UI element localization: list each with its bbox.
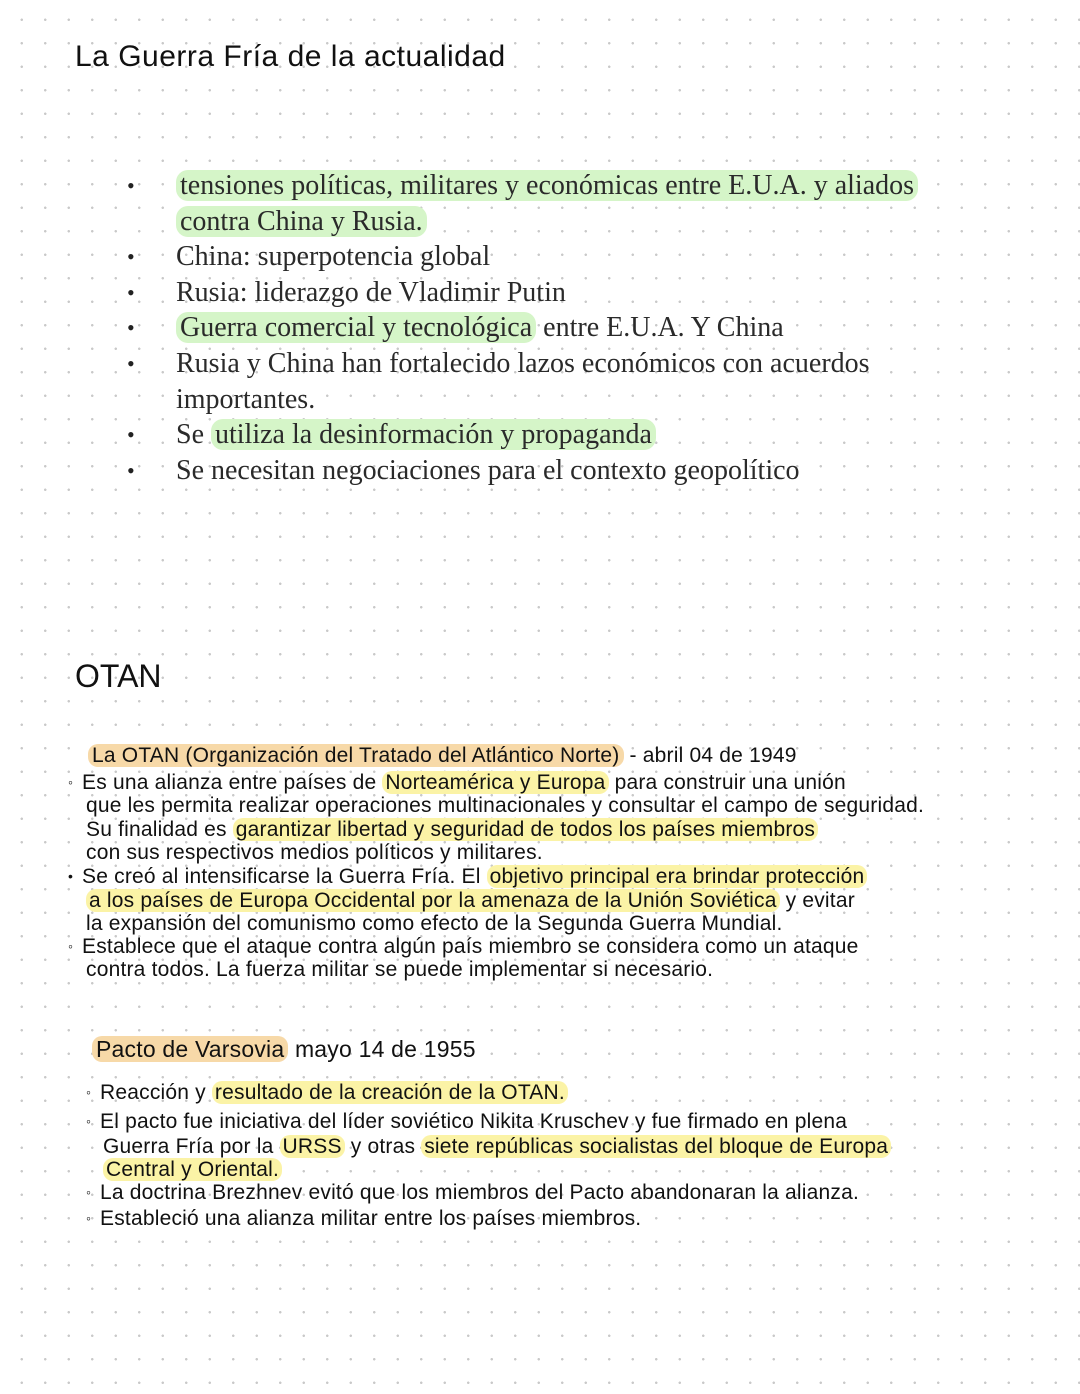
text-segment: Rusia y China han fortalecido lazos económicos con acuerdos	[176, 347, 870, 379]
otan-note-line	[68, 865, 867, 889]
highlighted-text: URSS	[280, 1135, 345, 1158]
summary-bullet-list	[133, 168, 1013, 488]
bullet-item	[133, 382, 1013, 418]
text-segment: Se creó al intensificarse la Guerra Fría. El	[82, 865, 487, 888]
highlighted-text: siete repúblicas socialistas del bloque de Europa	[421, 1135, 891, 1158]
text-segment: que les permita realizar operaciones multinacionales y consultar el campo de seguridad.	[86, 794, 925, 817]
pacto-note-line	[103, 1158, 282, 1182]
text-segment: y evitar	[779, 889, 855, 912]
pacto-note-line	[92, 1036, 476, 1063]
text-segment: Reacción y	[100, 1081, 212, 1104]
otan-note-line	[86, 841, 543, 865]
bullet-item	[133, 310, 1013, 346]
pacto-note-line	[86, 1081, 568, 1105]
text-segment: Establece que el ataque contra algún país miembro se considera como un ataque	[82, 935, 859, 958]
bullet-marker-icon: ◦	[86, 1210, 92, 1226]
text-segment: Su finalidad es	[86, 818, 233, 841]
bullet-marker-icon: •	[68, 868, 74, 884]
otan-note-line	[86, 889, 855, 913]
otan-note-line	[68, 771, 846, 795]
pacto-note-line	[86, 1110, 847, 1134]
text-segment: Se	[176, 419, 211, 451]
bullet-item	[133, 275, 1013, 311]
bullet-item	[133, 346, 1013, 382]
highlighted-text: contra China y Rusia.	[176, 206, 427, 237]
bullet-item	[133, 239, 1013, 275]
highlighted-text: Central y Oriental.	[103, 1158, 282, 1181]
text-segment: Rusia: liderazgo de Vladimir Putin	[176, 276, 566, 308]
highlighted-text: a los países de Europa Occidental por la amenaza de la Unión Soviética	[86, 889, 780, 912]
highlighted-text: utiliza la desinformación y propaganda	[211, 419, 656, 450]
text-segment: con sus respectivos medios políticos y militares.	[86, 841, 543, 864]
text-segment: la expansión del comunismo como efecto de la Segunda Guerra Mundial.	[86, 912, 783, 935]
text-segment: Se necesitan negociaciones para el contexto geopolítico	[176, 454, 800, 486]
text-segment: Es una alianza entre países de	[82, 771, 383, 794]
bullet-marker-icon: ◦	[68, 774, 74, 790]
otan-note-line	[68, 935, 859, 959]
highlighted-text: Norteamérica y Europa	[382, 771, 608, 794]
otan-note-line	[86, 818, 818, 842]
highlighted-text: objetivo principal era brindar protección	[487, 865, 868, 888]
highlighted-text: resultado de la creación de la OTAN.	[212, 1081, 568, 1104]
bullet-marker-icon: ◦	[86, 1084, 92, 1100]
pacto-note-line	[86, 1181, 859, 1205]
otan-note-line	[86, 912, 783, 936]
text-segment: - abril 04 de 1949	[623, 744, 797, 767]
bullet-item	[133, 204, 1013, 240]
otan-note-line	[88, 744, 797, 768]
pacto-note-line	[86, 1207, 641, 1231]
text-segment: para construir una unión	[608, 771, 846, 794]
highlighted-text: Pacto de Varsovia	[92, 1036, 288, 1062]
pacto-note-line	[103, 1135, 891, 1159]
text-segment: El pacto fue iniciativa del líder soviético Nikita Kruschev y fue firmado en plena	[100, 1110, 848, 1133]
bullet-marker-icon: ◦	[68, 938, 74, 954]
highlighted-text: tensiones políticas, militares y económicas entre E.U.A. y aliados	[176, 170, 918, 201]
page-title: La Guerra Fría de la actualidad	[75, 40, 506, 73]
text-segment: entre E.U.A. Y China	[536, 312, 784, 344]
text-segment: importantes.	[176, 383, 316, 415]
bullet-marker-icon: ◦	[86, 1113, 92, 1129]
otan-heading: OTAN	[75, 658, 162, 694]
highlighted-text: Guerra comercial y tecnológica	[176, 312, 536, 343]
highlighted-text: La OTAN (Organización del Tratado del Atlántico Norte)	[88, 744, 624, 767]
text-segment: China: superpotencia global	[176, 241, 491, 273]
text-segment: mayo 14 de 1955	[288, 1036, 476, 1062]
otan-note-line	[86, 794, 924, 818]
otan-note-line	[86, 958, 713, 982]
bullet-item	[133, 417, 1013, 453]
bullet-item	[133, 453, 1013, 489]
bullet-item	[133, 168, 1013, 204]
text-segment: Guerra Fría por la	[103, 1135, 280, 1158]
highlighted-text: garantizar libertad y seguridad de todos los países miembros	[233, 818, 818, 841]
text-segment: La doctrina Brezhnev evitó que los miembros del Pacto abandonaran la alianza.	[100, 1181, 860, 1204]
text-segment: contra todos. La fuerza militar se puede implementar si necesario.	[86, 958, 714, 981]
bullet-marker-icon: ◦	[86, 1184, 92, 1200]
text-segment: y otras	[344, 1135, 422, 1158]
text-segment: Estableció una alianza militar entre los países miembros.	[100, 1207, 642, 1230]
